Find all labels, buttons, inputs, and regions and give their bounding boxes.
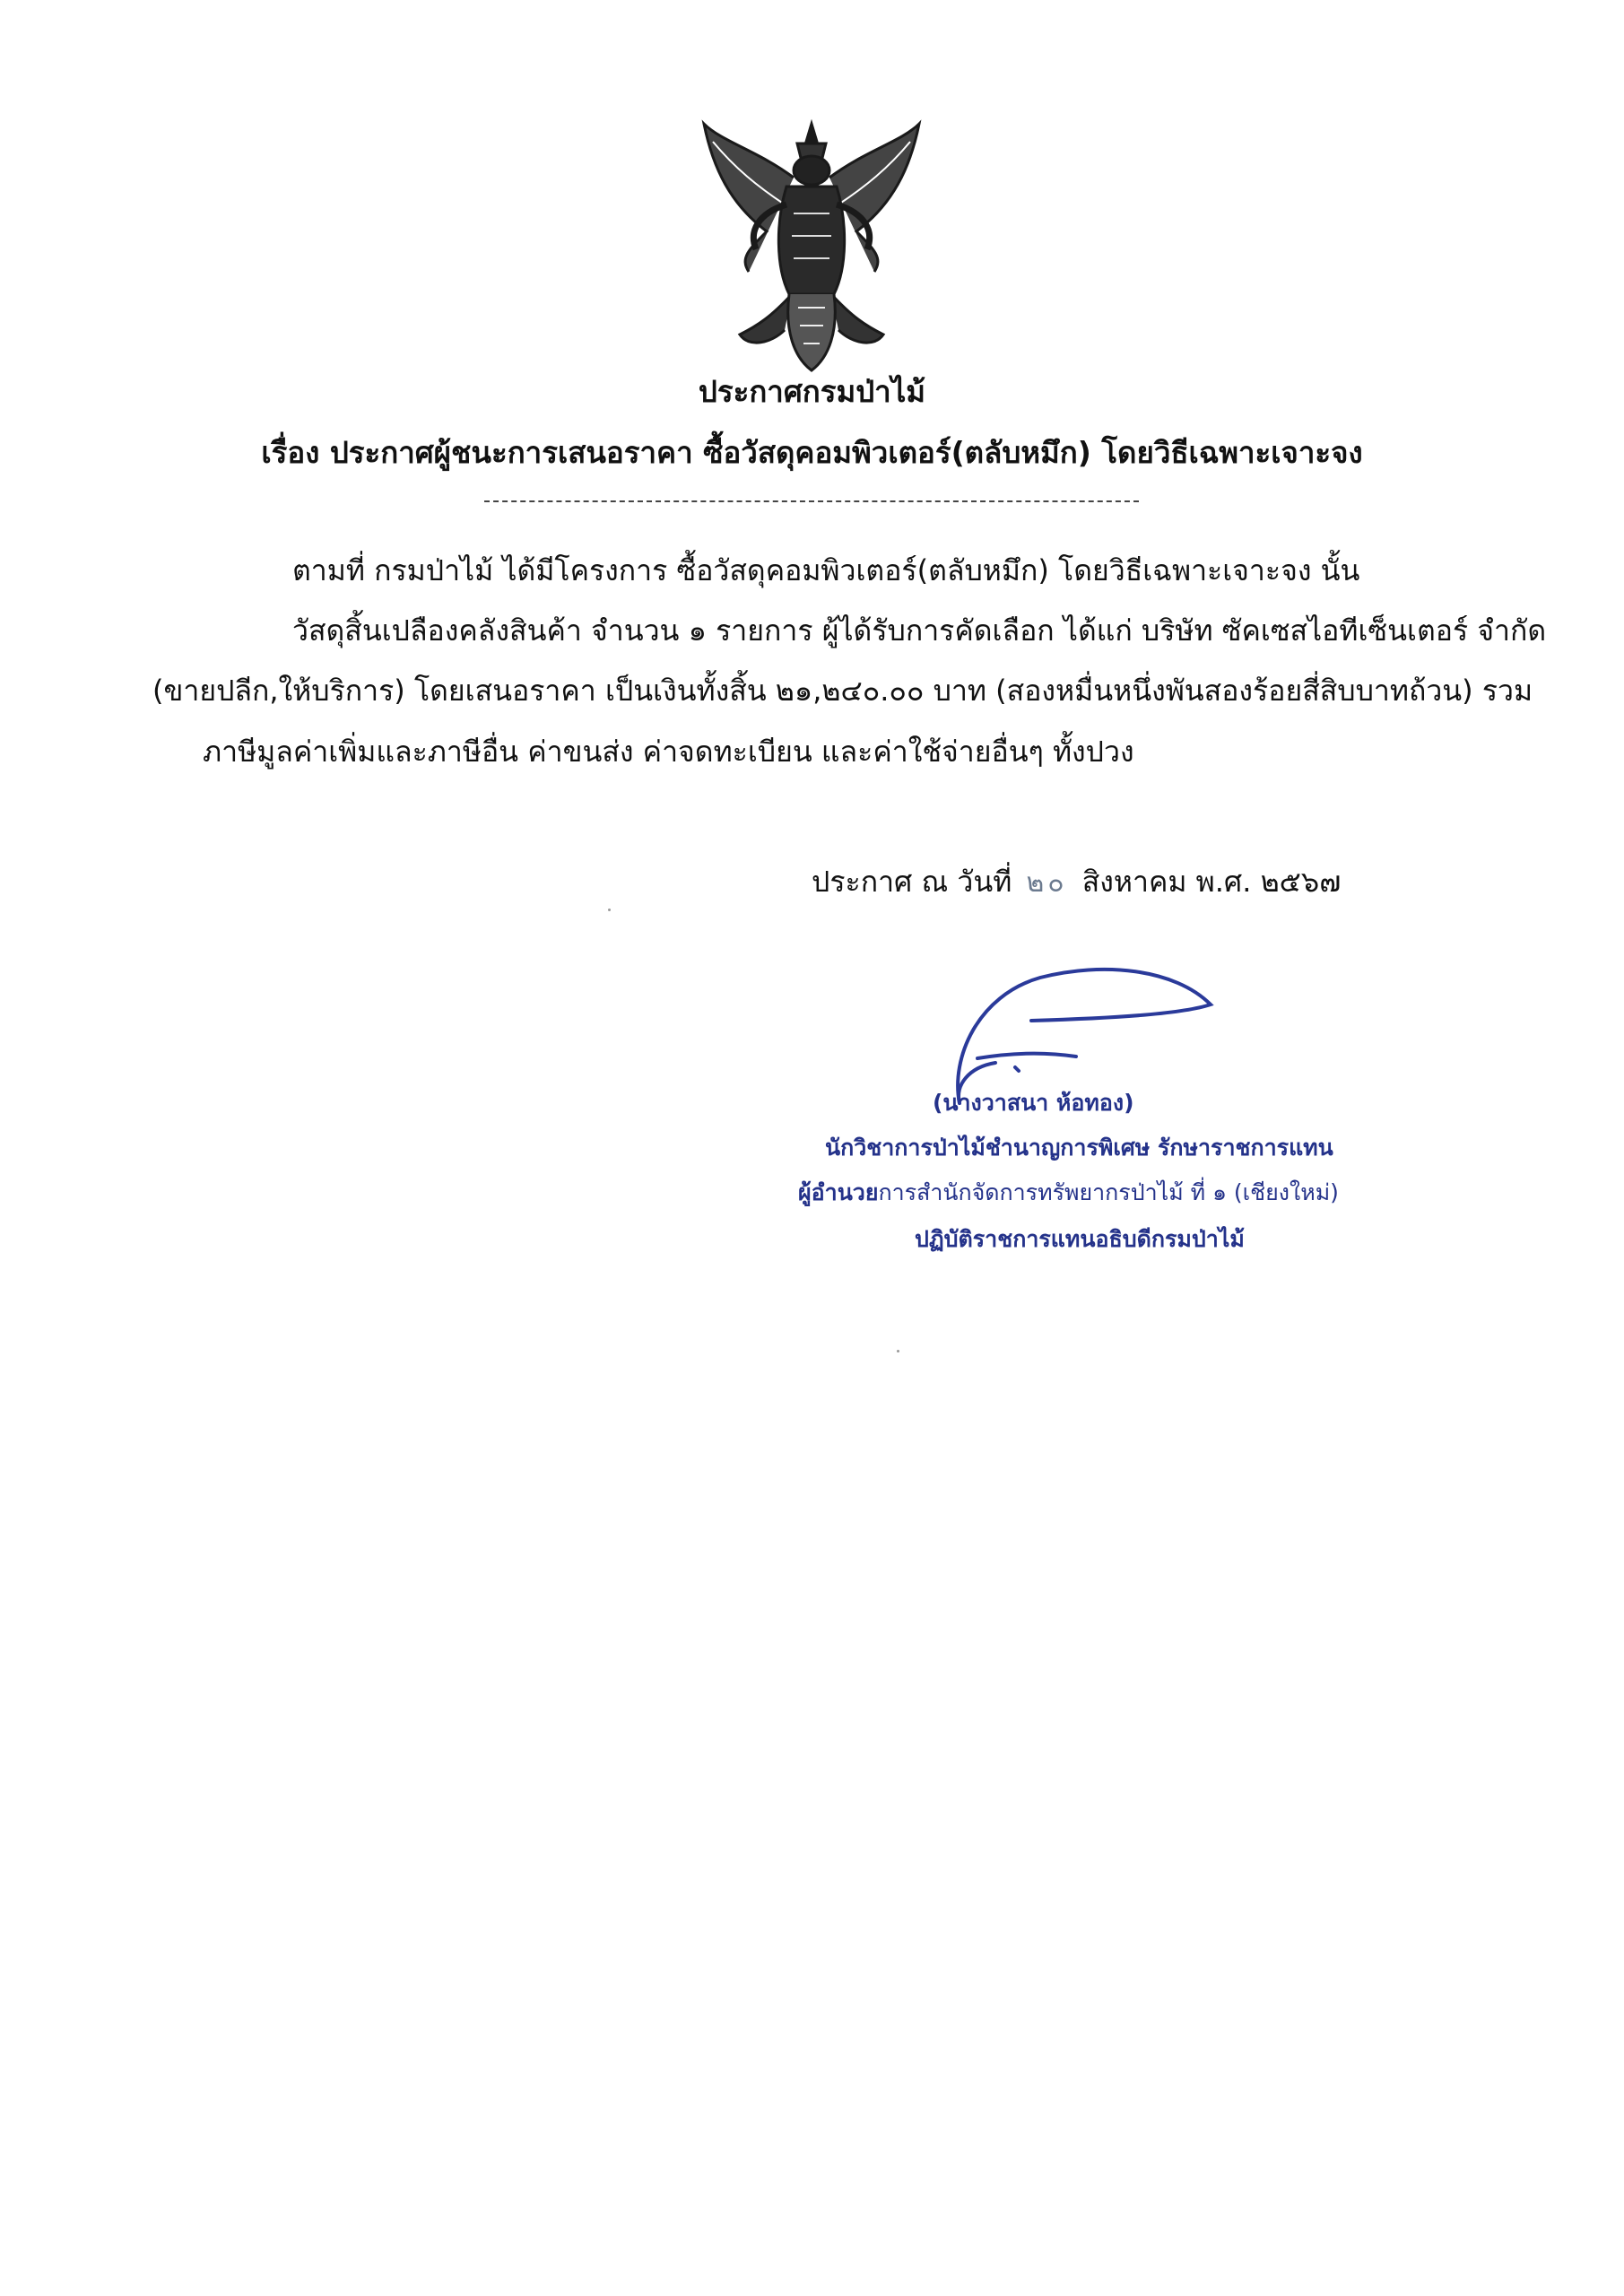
body-line-4: ภาษีมูลค่าเพิ่มและภาษีอื่น ค่าขนส่ง ค่าจดทะเบียน และค่าใช้จ่ายอื่นๆ ทั้งปวง — [203, 735, 1134, 769]
signatory-name: (นางวาสนา ห้อทอง) — [933, 1090, 1134, 1116]
signatory-acting-position — [798, 1175, 1339, 1211]
body-line-2: วัสดุสิ้นเปลืองคลังสินค้า จำนวน ๑ รายการ ผู้ได้รับการคัดเลือก ได้แก่ บริษัท ซัคเซสไอทีเซ็นเตอร์ จำกัด — [292, 613, 1547, 648]
announcement-date — [812, 859, 1341, 905]
acting-bold-text: ผู้อำนวย — [798, 1179, 879, 1205]
date-day-handwritten: ๒๐ — [1026, 867, 1068, 899]
date-prefix: ประกาศ ณ วันที่ — [812, 865, 1012, 899]
signatory-position: นักวิชาการป่าไม้ชำนาญการพิเศษ รักษาราชการแทน — [825, 1135, 1333, 1161]
acting-rest-text: การสำนักจัดการทรัพยากรป่าไม้ ที่ ๑ (เชียงใหม่) — [878, 1179, 1339, 1205]
scan-speck — [608, 909, 611, 911]
announcement-title: ประกาศกรมป่าไม้ — [698, 374, 926, 409]
title-divider — [484, 500, 1139, 502]
body-line-3: (ขายปลีก,ให้บริการ) โดยเสนอราคา เป็นเงินทั้งสิ้น ๒๑,๒๔๐.๐๐ บาท (สองหมื่นหนึ่งพันสองร้อยสี่สิบบาทถ้วน) รวม — [152, 674, 1533, 708]
date-month-year: สิงหาคม พ.ศ. ๒๕๖๗ — [1081, 865, 1342, 899]
signatory-acting-for: ปฏิบัติราชการแทนอธิบดีกรมป่าไม้ — [915, 1226, 1245, 1252]
scan-speck — [897, 1350, 899, 1352]
body-line-1: ตามที่ กรมป่าไม้ ได้มีโครงการ ซื้อวัสดุคอมพิวเตอร์(ตลับหมึก) โดยวิธีเฉพาะเจาะจง นั้น — [292, 553, 1360, 587]
announcement-subject: เรื่อง ประกาศผู้ชนะการเสนอราคา ซื้อวัสดุคอมพิวเตอร์(ตลับหมึก) โดยวิธีเฉพาะเจาะจง — [261, 435, 1363, 470]
garuda-emblem-icon — [686, 115, 937, 375]
